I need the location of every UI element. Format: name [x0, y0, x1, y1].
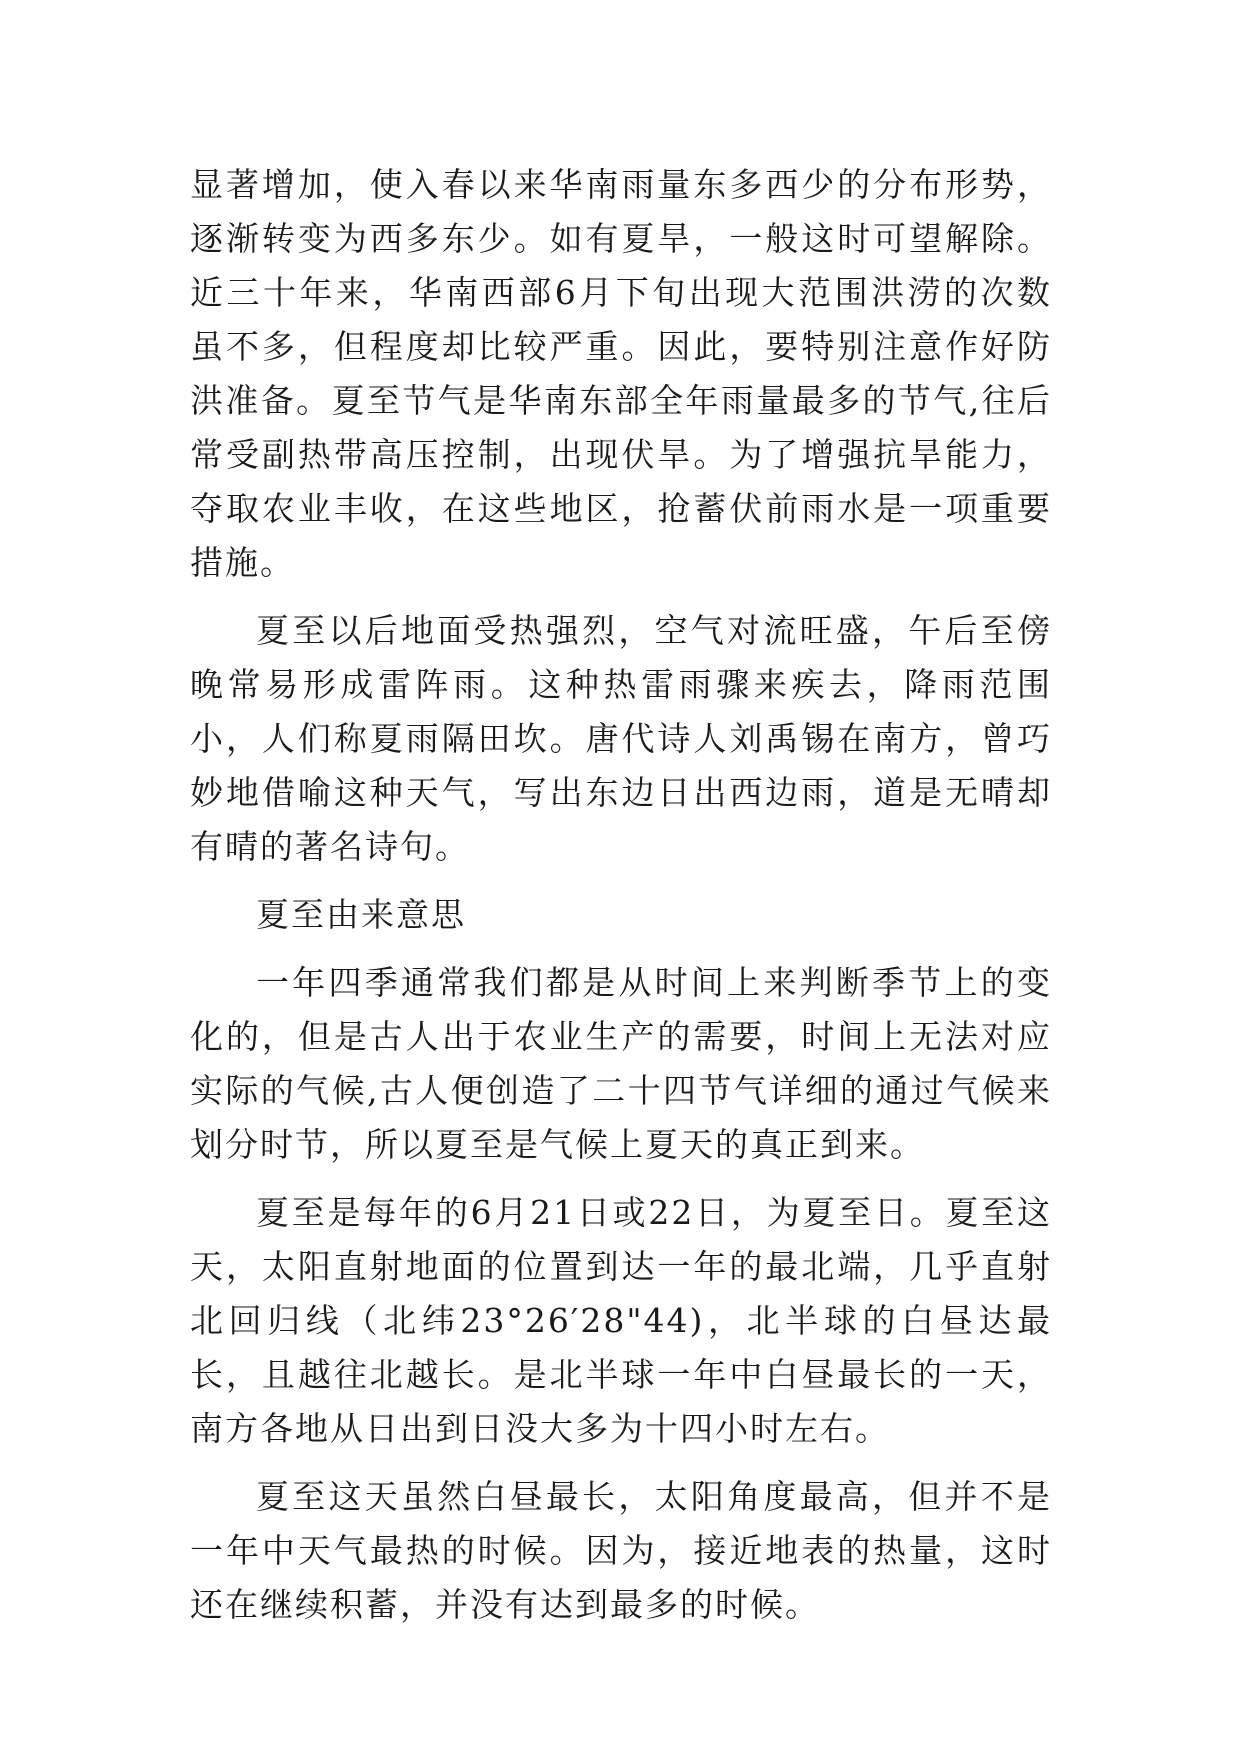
section-heading: 夏至由来意思: [256, 895, 466, 934]
paragraph-seasons: 一年四季通常我们都是从时间上来判断季节上的变化的，但是古人出于农业生产的需要，时间上无法对应实际的气候,古人便创造了二十四节气详细的通过气候来划分时节，所以夏至是气候上夏天的真正到来。: [190, 963, 1052, 1164]
paragraph-solstice-date: 夏至是每年的6月21日或22日，为夏至日。夏至这天，太阳直射地面的位置到达一年的最北端，几乎直射北回归线（北纬23°26′28"44)，北半球的白昼达最长，且越往北越长。是北半球一年中白昼最长的一天，南方各地从日出到日没大多为十四小时左右。: [190, 1193, 1052, 1448]
paragraph-continuation: 显著增加，使入春以来华南雨量东多西少的分布形势，逐渐转变为西多东少。如有夏旱，一般这时可望解除。近三十年来，华南西部6月下旬出现大范围洪涝的次数虽不多，但程度却比较严重。因此，要特别注意作好防洪准备。夏至节气是华南东部全年雨量最多的节气,往后常受副热带高压控制，出现伏旱。为了增强抗旱能力，夺取农业丰收，在这些地区，抢蓄伏前雨水是一项重要措施。: [190, 165, 1052, 582]
paragraph-thunderstorm: 夏至以后地面受热强烈，空气对流旺盛，午后至傍晚常易形成雷阵雨。这种热雷雨骤来疾去，降雨范围小，人们称夏雨隔田坎。唐代诗人刘禹锡在南方，曾巧妙地借喻这种天气，写出东边日出西边雨，道是无晴却有晴的著名诗句。: [190, 611, 1052, 866]
document-body: [190, 158, 1052, 1646]
paragraph-heat: 夏至这天虽然白昼最长，太阳角度最高，但并不是一年中天气最热的时候。因为，接近地表的热量，这时还在继续积蓄，并没有达到最多的时候。: [190, 1477, 1052, 1624]
